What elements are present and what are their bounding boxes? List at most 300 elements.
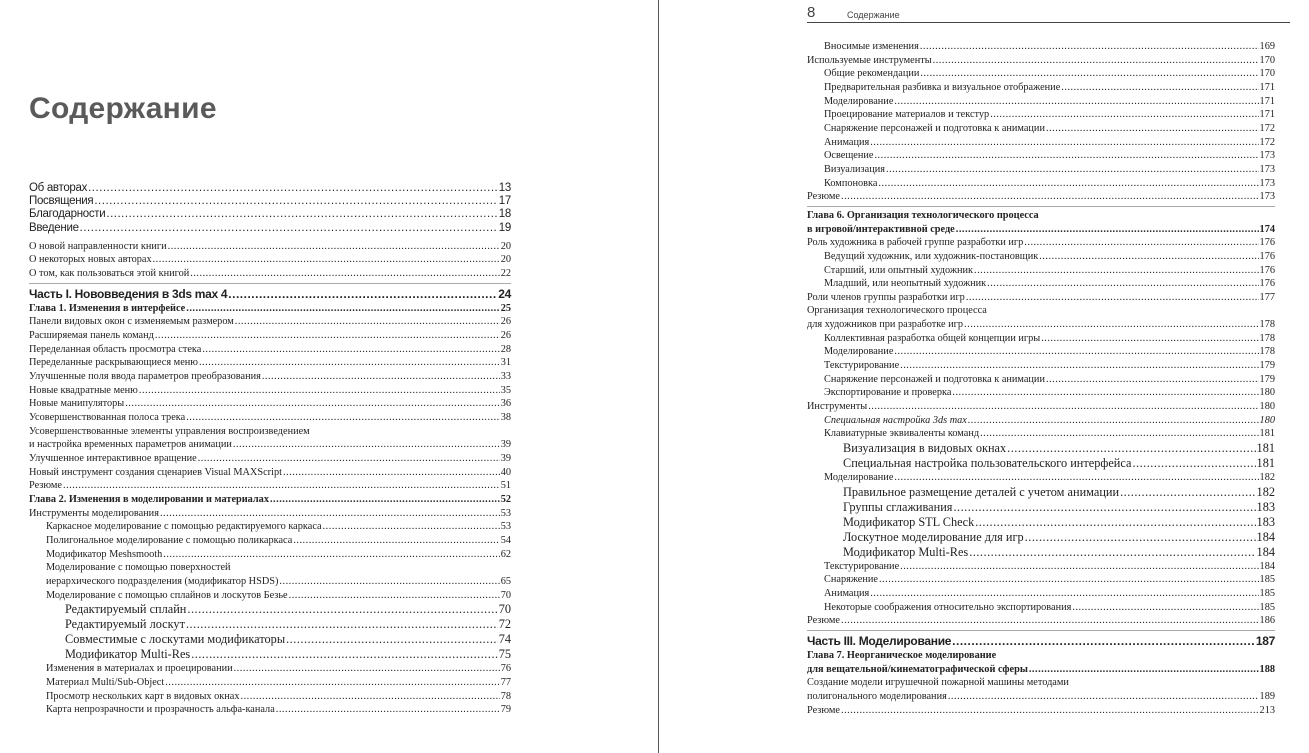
toc-entry-page: 181 [1256, 456, 1275, 471]
toc-entry-page: 77 [500, 676, 511, 688]
toc-entry-page: 173 [1259, 177, 1275, 189]
toc-entry-title: Анимация [824, 136, 870, 148]
toc-entry[interactable] [807, 485, 1275, 500]
page-title: Содержание [29, 92, 217, 125]
toc-entry[interactable] [29, 397, 511, 411]
toc-entry[interactable] [29, 240, 511, 254]
dot-leader [1046, 122, 1259, 136]
toc-entry-page: 53 [500, 507, 511, 519]
toc-entry-page: 33 [500, 371, 511, 383]
toc-entry-title: в игровой/интерактивной среде [807, 223, 955, 235]
toc-entry[interactable] [807, 236, 1275, 250]
toc-entry-page: 31 [500, 357, 511, 369]
toc-entry[interactable] [807, 264, 1275, 278]
toc-entry-title: Улучшенное интерактивное вращение [29, 453, 197, 464]
toc-entry-title: Старший, или опытный художник [824, 264, 974, 276]
toc-entry-page: 170 [1259, 54, 1275, 66]
dot-leader [920, 67, 1258, 81]
toc-entry-title: Глава 6. Организация технологического процесса [807, 209, 1039, 221]
toc-entry-title: Изменения в материалах и проецировании [46, 663, 233, 675]
toc-entry-page: 35 [500, 384, 511, 396]
dot-leader [987, 277, 1258, 291]
toc-entry[interactable] [29, 356, 511, 370]
toc-entry[interactable] [807, 277, 1275, 291]
toc-entry-title: Улучшенные поля ввода параметров преобразования [29, 371, 261, 383]
toc-entry-title: Переделанные раскрывающиеся меню [29, 357, 198, 369]
toc-entry[interactable] [807, 291, 1275, 305]
toc-entry[interactable] [807, 649, 1275, 663]
toc-entry[interactable] [29, 632, 511, 647]
toc-entry-page: 169 [1259, 41, 1275, 52]
toc-entry-page: 178 [1259, 319, 1275, 331]
toc-entry-page: 25 [500, 302, 511, 314]
toc-entry-page: 179 [1259, 373, 1275, 385]
left-toc [29, 182, 511, 717]
toc-entry[interactable] [807, 545, 1275, 560]
toc-entry[interactable] [29, 452, 511, 466]
toc-entry[interactable] [29, 343, 511, 357]
toc-entry[interactable] [29, 182, 511, 195]
dot-leader [952, 633, 1255, 649]
toc-entry-title: Компоновка [824, 177, 878, 189]
toc-entry[interactable] [807, 177, 1275, 191]
toc-entry-page: 39 [500, 453, 511, 464]
toc-entry-page: 171 [1259, 109, 1275, 121]
toc-entry-page: 182 [1256, 484, 1275, 499]
toc-entry-title: Специальная настройка 3ds max [824, 414, 967, 426]
toc-entry[interactable] [807, 587, 1275, 601]
toc-entry-page: 78 [500, 690, 511, 702]
toc-entry-page: 172 [1259, 122, 1275, 134]
toc-entry-page: 18 [498, 208, 511, 221]
toc-entry[interactable] [807, 690, 1275, 704]
toc-entry[interactable] [807, 359, 1275, 373]
page-number: 8 [807, 4, 816, 21]
toc-entry-page: 173 [1259, 191, 1275, 203]
toc-entry-title: Резюме [807, 191, 840, 203]
toc-entry-title: Общие рекомендации [824, 68, 920, 80]
toc-entry-page: 72 [498, 617, 511, 632]
toc-entry[interactable] [29, 302, 511, 316]
toc-entry-page: 185 [1259, 588, 1275, 599]
toc-entry-title: Вносимые изменения [824, 41, 919, 52]
dot-leader [186, 617, 498, 632]
toc-entry-page: 19 [498, 221, 511, 234]
toc-entry-page: 54 [500, 534, 511, 546]
dot-leader [841, 190, 1259, 204]
toc-entry-page: 185 [1259, 574, 1275, 586]
toc-entry-page: 213 [1259, 704, 1275, 716]
toc-entry[interactable] [807, 560, 1275, 574]
toc-entry-page: 189 [1259, 690, 1275, 702]
dot-leader [1041, 332, 1258, 346]
toc-entry-title: Роль художника в рабочей группе разработки игр [807, 237, 1024, 249]
dot-leader [1029, 663, 1259, 677]
dot-leader [286, 632, 498, 647]
toc-entry-title: Материал Multi/Sub-Object [46, 676, 165, 688]
toc-entry-page: 180 [1259, 401, 1275, 413]
toc-entry[interactable] [807, 345, 1275, 359]
toc-entry[interactable] [807, 318, 1275, 332]
toc-entry-title: Панели видовых окон с изменяемым размером [29, 316, 234, 328]
toc-entry-title: Модификатор STL Check [843, 514, 975, 529]
toc-entry-page: 179 [1259, 360, 1275, 372]
toc-entry-title: Используемые инструменты [807, 54, 932, 66]
toc-entry[interactable] [807, 676, 1275, 690]
toc-entry-title: Инструменты [807, 401, 868, 413]
toc-entry-page: 172 [1259, 136, 1275, 148]
toc-entry[interactable] [807, 136, 1275, 150]
toc-entry[interactable] [807, 386, 1275, 400]
toc-entry-page: 176 [1259, 264, 1275, 276]
dot-leader [879, 573, 1259, 587]
toc-entry-page: 75 [498, 647, 511, 662]
toc-entry-title: Текстурирование [824, 360, 900, 372]
toc-entry-title: Клавиатурные эквиваленты команд [824, 428, 980, 440]
dot-leader [155, 329, 500, 343]
toc-entry-title: Лоскутное моделирование для игр [843, 529, 1024, 544]
toc-entry-title: Часть III. Моделирование [807, 633, 952, 648]
dot-leader [894, 345, 1258, 359]
toc-entry[interactable] [29, 315, 511, 329]
toc-entry[interactable] [29, 662, 511, 676]
dot-leader [948, 690, 1259, 704]
toc-entry[interactable] [807, 704, 1275, 718]
dot-leader [900, 560, 1258, 574]
toc-entry[interactable] [807, 163, 1275, 177]
dot-leader [199, 356, 500, 370]
dot-leader [953, 500, 1255, 515]
toc-entry-title: Резюме [29, 480, 62, 492]
toc-entry-title: Моделирование [824, 346, 894, 358]
toc-entry[interactable] [807, 209, 1275, 223]
dot-leader [228, 286, 497, 302]
dot-leader [1120, 485, 1255, 500]
toc-entry[interactable] [29, 425, 511, 439]
toc-entry-page: 184 [1256, 544, 1275, 559]
toc-entry[interactable] [29, 520, 511, 534]
toc-entry-page: 20 [500, 240, 511, 252]
dot-leader [1024, 236, 1258, 250]
toc-entry-title: Инструменты моделирования [29, 507, 159, 519]
toc-entry-page: 176 [1259, 250, 1275, 262]
toc-entry[interactable] [807, 400, 1275, 414]
toc-entry-title: Введение [29, 221, 79, 234]
toc-entry-page: 40 [500, 466, 511, 478]
toc-entry[interactable] [807, 108, 1275, 122]
dot-leader [168, 240, 500, 254]
toc-entry[interactable] [29, 438, 511, 452]
toc-entry[interactable] [807, 122, 1275, 136]
toc-entry-title: Моделирование с помощью поверхностей [46, 562, 231, 574]
dot-leader [139, 384, 500, 398]
toc-entry-title: Глава 1. Изменения в интерфейсе [29, 302, 186, 314]
dot-leader [202, 343, 499, 357]
toc-entry[interactable] [29, 617, 511, 632]
toc-entry-page: 173 [1259, 163, 1275, 175]
dot-leader [283, 466, 500, 480]
toc-entry-title: Моделирование с помощью сплайнов и лоскутов Безье [46, 589, 288, 601]
toc-entry-title: Просмотр нескольких карт в видовых окнах [46, 690, 240, 702]
toc-entry[interactable] [807, 304, 1275, 318]
toc-entry[interactable] [807, 250, 1275, 264]
toc-entry[interactable] [29, 329, 511, 343]
toc-entry-page: 186 [1259, 615, 1275, 627]
toc-entry-page: 180 [1259, 387, 1275, 399]
toc-entry-page: 52 [500, 493, 511, 505]
dot-leader [952, 386, 1258, 400]
toc-entry[interactable] [29, 703, 511, 717]
toc-entry[interactable] [807, 81, 1275, 95]
toc-entry-page: 70 [498, 602, 511, 617]
toc-entry-page: 76 [500, 663, 511, 675]
toc-entry[interactable] [807, 40, 1275, 54]
toc-entry-page: 70 [500, 589, 511, 601]
running-header [807, 6, 1290, 23]
toc-entry[interactable] [807, 441, 1275, 456]
toc-entry-title: Посвящения [29, 195, 94, 208]
dot-leader [191, 647, 498, 662]
dot-leader [870, 136, 1258, 150]
toc-entry[interactable] [807, 149, 1275, 163]
toc-entry-title: иерархического подразделения (модификатор HSDS) [46, 575, 279, 587]
toc-entry[interactable] [807, 663, 1275, 677]
toc-entry[interactable] [807, 500, 1275, 515]
toc-entry-page: 20 [500, 254, 511, 266]
toc-entry-title: Усовершенствованные элементы управления воспроизведением [29, 425, 310, 437]
toc-entry-title: для художников при разработке игр [807, 319, 964, 331]
toc-entry[interactable] [807, 95, 1275, 109]
toc-entry[interactable] [807, 515, 1275, 530]
dot-leader [198, 452, 500, 466]
toc-entry-title: Карта непрозрачности и прозрачность альфа-канала [46, 704, 275, 716]
dot-leader [80, 222, 498, 235]
toc-entry-title: Резюме [807, 704, 840, 716]
toc-entry[interactable] [29, 690, 511, 704]
toc-entry[interactable] [807, 67, 1275, 81]
dot-leader [841, 704, 1259, 718]
toc-entry[interactable] [29, 466, 511, 480]
toc-entry-title: Моделирование [824, 95, 894, 107]
toc-entry[interactable] [29, 647, 511, 662]
running-header-title: Содержание [847, 10, 900, 20]
toc-entry-page: 36 [500, 398, 511, 410]
toc-entry-title: Резюме [807, 615, 840, 627]
toc-entry-page: 79 [500, 704, 511, 716]
toc-entry-title: Об авторах [29, 182, 88, 194]
toc-entry-page: 176 [1259, 237, 1275, 249]
toc-entry-title: Модификатор Multi-Res [843, 544, 969, 559]
toc-entry-title: Глава 2. Изменения в моделировании и материалах [29, 493, 269, 505]
toc-entry[interactable] [29, 267, 511, 284]
dot-leader [323, 520, 500, 534]
toc-entry[interactable] [29, 589, 511, 603]
dot-leader [966, 291, 1259, 305]
toc-entry[interactable] [807, 530, 1275, 545]
dot-leader [975, 515, 1255, 530]
dot-leader [1072, 601, 1258, 615]
toc-entry-page: 173 [1259, 150, 1275, 162]
toc-entry[interactable] [807, 190, 1275, 207]
toc-entry[interactable] [29, 602, 511, 617]
toc-entry-page: 170 [1259, 68, 1275, 80]
toc-entry[interactable] [29, 370, 511, 384]
dot-leader [241, 690, 500, 704]
toc-entry-title: Модификатор Multi-Res [65, 647, 191, 662]
dot-leader [870, 587, 1258, 601]
toc-entry[interactable] [29, 479, 511, 493]
toc-entry[interactable] [29, 548, 511, 562]
toc-entry-page: 65 [500, 575, 511, 587]
toc-entry[interactable] [29, 253, 511, 267]
dot-leader [1007, 441, 1255, 456]
dot-leader [1046, 373, 1259, 387]
toc-entry-page: 178 [1259, 346, 1275, 358]
toc-entry[interactable] [807, 223, 1275, 237]
toc-entry-title: Редактируемый лоскут [65, 617, 185, 632]
toc-entry-title: Глава 7. Неорганическое моделирование [807, 649, 997, 661]
toc-entry[interactable] [29, 507, 511, 521]
toc-entry-title: Усовершенствованная полоса трека [29, 412, 186, 424]
dot-leader [956, 223, 1259, 237]
toc-entry[interactable] [29, 575, 511, 589]
toc-entry-title: Благодарности [29, 208, 106, 221]
dot-leader [894, 95, 1258, 109]
dot-leader [234, 662, 500, 676]
toc-entry-title: Младший, или неопытный художник [824, 278, 987, 290]
toc-entry-title: О новой направленности книги [29, 240, 167, 252]
dot-leader [1132, 456, 1255, 471]
toc-entry-title: Группы сглаживания [843, 499, 953, 514]
toc-entry-page: 171 [1259, 95, 1275, 107]
dot-leader [186, 302, 499, 316]
toc-entry[interactable] [29, 411, 511, 425]
dot-leader [276, 703, 500, 717]
toc-entry[interactable] [807, 633, 1275, 649]
toc-entry-page: 53 [500, 521, 511, 533]
toc-entry-page: 183 [1256, 499, 1275, 514]
dot-leader [1039, 250, 1258, 264]
dot-leader [841, 614, 1259, 628]
toc-entry-page: 181 [1256, 441, 1275, 456]
toc-entry-title: полигонального моделирования [807, 690, 947, 702]
toc-entry[interactable] [807, 427, 1275, 441]
right-page [662, 0, 1309, 753]
toc-entry-page: 51 [500, 480, 511, 492]
toc-entry-title: Проецирование материалов и текстур [824, 109, 990, 121]
toc-entry[interactable] [29, 286, 511, 302]
toc-entry-page: 171 [1259, 81, 1275, 93]
toc-entry-title: Анимация [824, 588, 870, 599]
dot-leader [262, 370, 500, 384]
dot-leader [920, 40, 1259, 54]
toc-entry-title: Снаряжение персонажей и подготовка к анимации [824, 122, 1045, 134]
dot-leader [160, 507, 500, 521]
toc-entry-title: Освещение [824, 150, 874, 162]
toc-entry[interactable] [29, 676, 511, 690]
toc-entry[interactable] [807, 373, 1275, 387]
toc-entry-page: 26 [500, 316, 511, 328]
toc-entry[interactable] [807, 456, 1275, 471]
dot-leader [94, 195, 497, 208]
toc-entry[interactable] [29, 561, 511, 575]
toc-entry-page: 22 [500, 268, 511, 280]
toc-entry-title: О том, как пользоваться этой книгой [29, 268, 190, 280]
dot-leader [125, 397, 499, 411]
dot-leader [165, 676, 499, 690]
toc-entry-title: Новые манипуляторы [29, 398, 125, 410]
toc-entry-title: Снаряжение персонажей и подготовка к анимации [824, 373, 1045, 385]
toc-entry-page: 26 [500, 330, 511, 342]
dot-leader [235, 315, 500, 329]
toc-entry[interactable] [29, 208, 511, 221]
toc-entry-title: Редактируемый сплайн [65, 602, 187, 617]
dot-leader [187, 602, 497, 617]
dot-leader [886, 163, 1259, 177]
toc-entry-page: 181 [1259, 428, 1275, 440]
toc-entry-page: 38 [500, 412, 511, 424]
toc-entry-page: 183 [1256, 514, 1275, 529]
toc-entry[interactable] [807, 614, 1275, 631]
dot-leader [106, 208, 497, 221]
toc-entry[interactable] [29, 493, 511, 507]
toc-entry-page: 174 [1259, 223, 1275, 235]
toc-entry-page: 39 [500, 439, 511, 451]
toc-entry-title: Коллективная разработка общей концепции игры [824, 332, 1041, 344]
toc-entry[interactable] [807, 414, 1275, 428]
toc-entry-title: Экспортирование и проверка [824, 387, 952, 399]
toc-entry-title: Моделирование [824, 472, 894, 484]
toc-entry-page: 74 [498, 632, 511, 647]
dot-leader [969, 545, 1255, 560]
toc-entry-page: 24 [498, 286, 511, 301]
dot-leader [186, 411, 500, 425]
toc-entry[interactable] [29, 534, 511, 548]
toc-entry-title: Снаряжение [824, 574, 878, 586]
dot-leader [1025, 530, 1256, 545]
toc-entry-title: Визуализация в видовых окнах [843, 441, 1007, 456]
toc-entry[interactable] [807, 332, 1275, 346]
toc-entry-page: 13 [498, 182, 511, 194]
toc-entry-title: Новый инструмент создания сценариев Visual MAXScript [29, 466, 282, 478]
toc-entry[interactable] [807, 573, 1275, 587]
toc-entry[interactable] [29, 195, 511, 208]
toc-entry[interactable] [807, 601, 1275, 615]
dot-leader [894, 471, 1258, 485]
page-gutter [658, 0, 659, 753]
toc-entry[interactable] [29, 384, 511, 398]
toc-entry-title: Модификатор Meshsmooth [46, 548, 163, 560]
toc-entry-title: Переделанная область просмотра стека [29, 343, 202, 355]
dot-leader [964, 318, 1259, 332]
toc-entry-page: 176 [1259, 278, 1275, 290]
dot-leader [279, 575, 499, 589]
toc-entry-title: Организация технологического процесса [807, 305, 987, 317]
toc-entry-title: Совместимые с лоскутами модификаторы [65, 632, 286, 647]
dot-leader [974, 264, 1259, 278]
dot-leader [980, 427, 1258, 441]
toc-entry[interactable] [807, 471, 1275, 485]
toc-entry-page: 17 [498, 195, 511, 208]
dot-leader [933, 54, 1259, 68]
toc-entry-title: для вещательной/кинематографической сферы [807, 663, 1028, 675]
dot-leader [900, 359, 1258, 373]
toc-entry[interactable] [29, 222, 511, 235]
toc-entry-title: Создание модели игрушечной пожарной машины методами [807, 677, 1069, 689]
toc-entry-page: 185 [1259, 601, 1275, 613]
dot-leader [270, 493, 500, 507]
toc-entry[interactable] [807, 54, 1275, 68]
